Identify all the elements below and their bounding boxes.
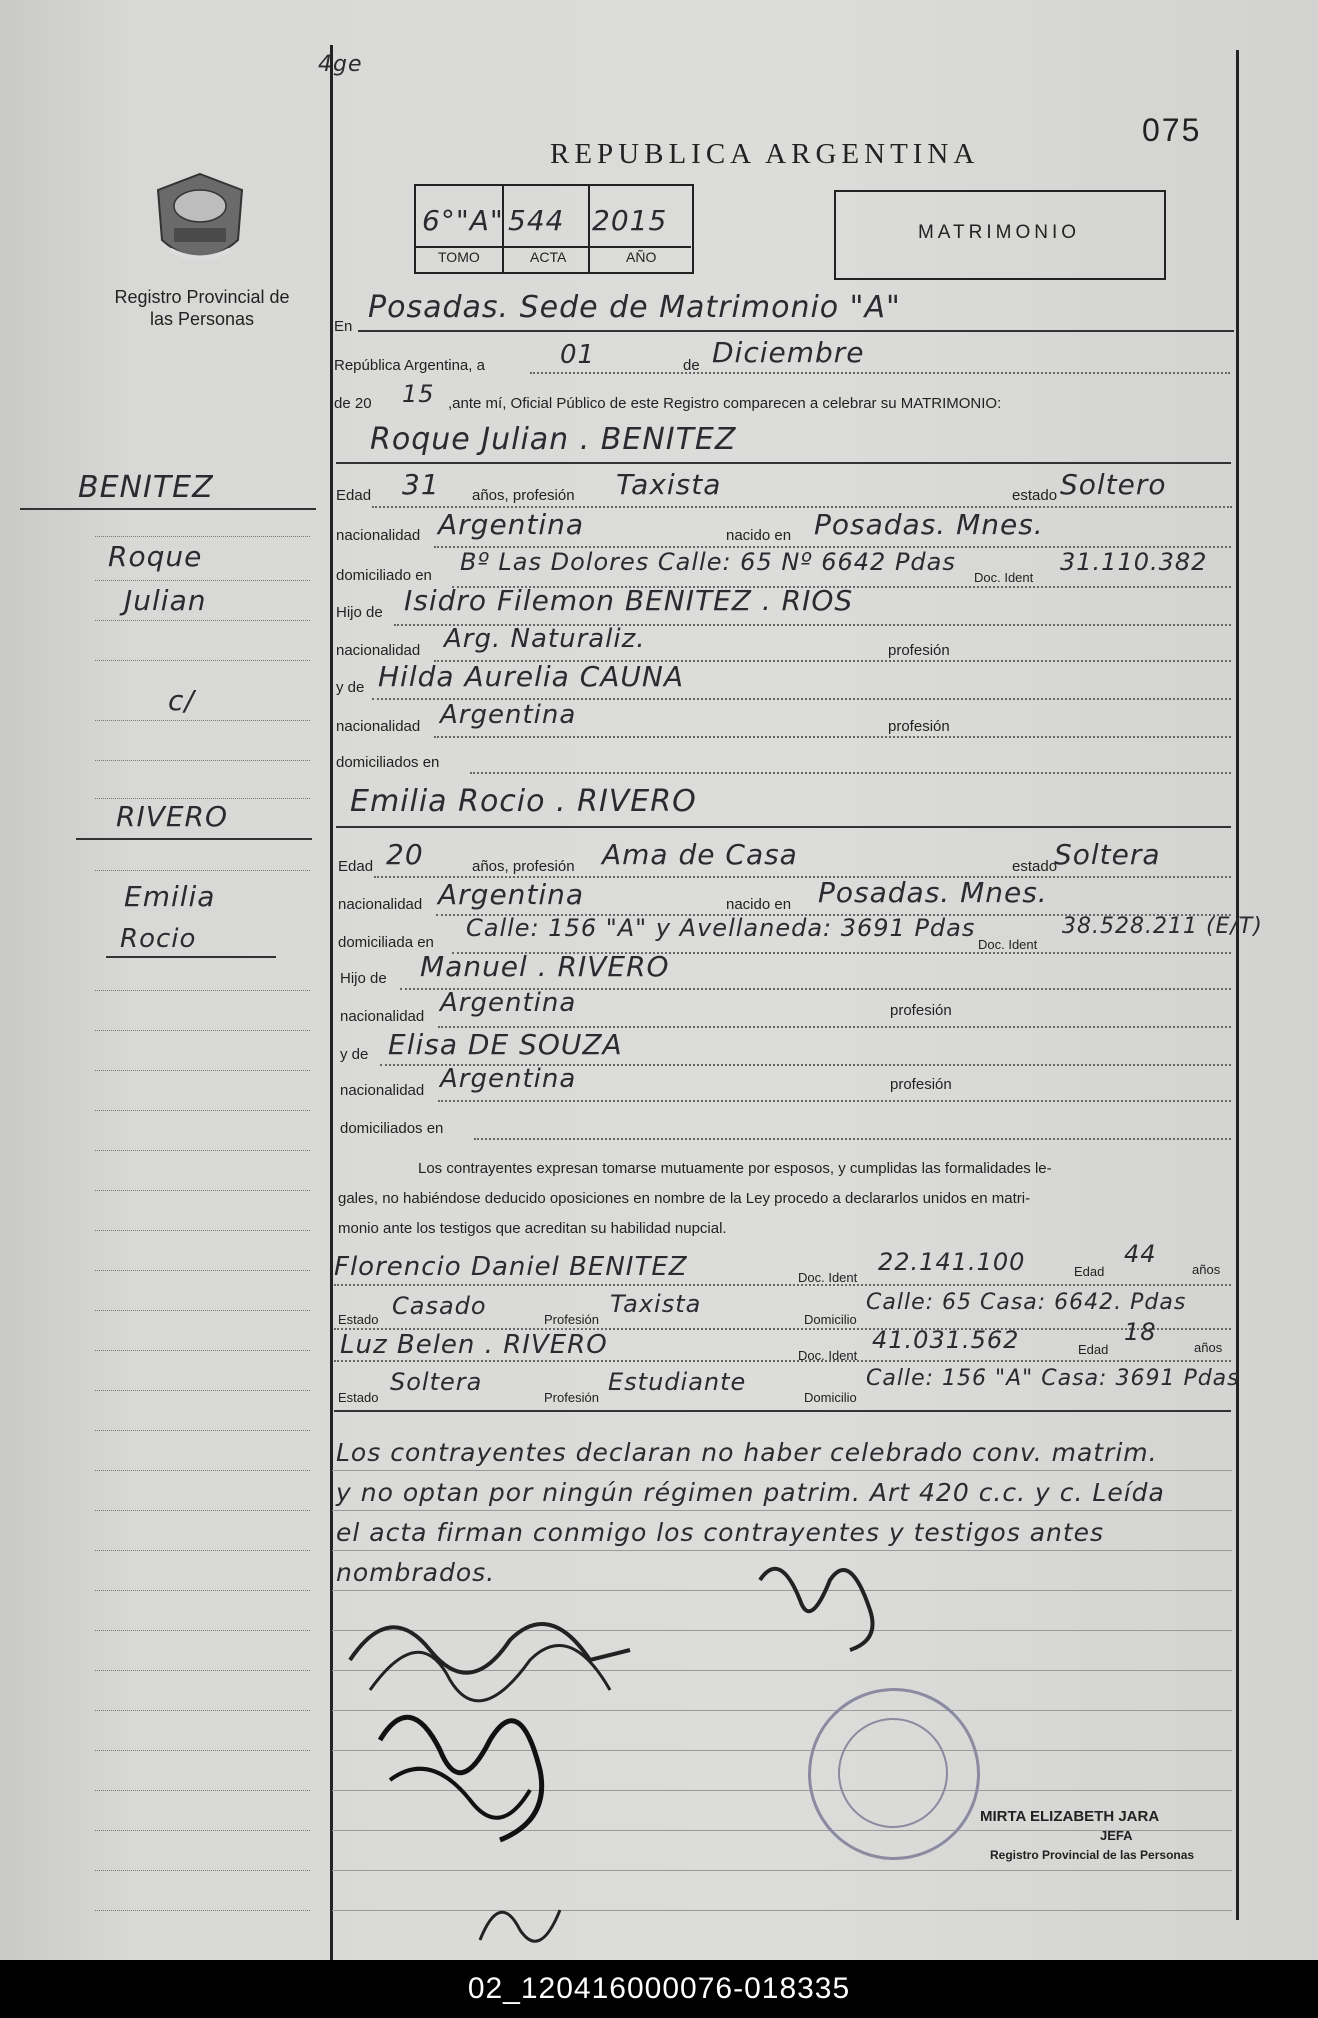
field-rule <box>336 826 1231 828</box>
witness-1-status: Casado <box>392 1292 487 1320</box>
bride-birthplace-label: nacido en <box>726 896 792 913</box>
bride-age: 20 <box>386 838 424 871</box>
groom-father: Isidro Filemon BENITEZ . RIOS <box>404 584 854 617</box>
de-label: de <box>683 357 700 374</box>
margin-rule <box>76 838 312 840</box>
registry-name: Registro Provincial de las Personas <box>114 287 290 329</box>
tomo-value: 6°"A" <box>422 204 504 237</box>
witness-1-address: Calle: 65 Casa: 6642. Pdas <box>866 1290 1187 1315</box>
dotted-rule <box>334 1360 1231 1362</box>
bride-father: Manuel . RIVERO <box>420 950 670 983</box>
acta-value: 544 <box>508 204 565 237</box>
witness-2-age-label: Edad <box>1078 1342 1109 1357</box>
witness-1-status-label: Estado <box>338 1312 379 1327</box>
margin-dots <box>95 1310 310 1311</box>
witness-1-prof-label: Profesión <box>544 1312 599 1327</box>
margin-bride-names-2: Rocio <box>120 924 197 954</box>
margin-dots <box>95 1750 310 1751</box>
margin-dots <box>95 990 310 991</box>
ceremony-place: Posadas. Sede de Matrimonio "A" <box>368 290 901 325</box>
margin-dots <box>95 1190 310 1191</box>
bride-mother-nationality: Argentina <box>440 1064 577 1094</box>
witness-2-status-label: Estado <box>338 1390 379 1405</box>
ano-label: AÑO <box>626 249 657 265</box>
groom-address-label: domiciliado en <box>336 567 432 584</box>
margin-dots <box>95 1510 310 1511</box>
bride-address: Calle: 156 "A" y Avellaneda: 3691 Pdas <box>466 914 976 942</box>
margin-bride-surname: RIVERO <box>116 800 229 833</box>
dotted-rule <box>438 1100 1231 1102</box>
groom-nationality-label: nacionalidad <box>336 527 421 544</box>
groom-birthplace-label: nacido en <box>726 527 792 544</box>
year-prefix: de 20 <box>334 395 372 412</box>
bride-birthplace: Posadas. Mnes. <box>818 876 1048 909</box>
margin-dots <box>95 1550 310 1551</box>
tomo-label: TOMO <box>438 249 480 265</box>
margin-connector: c/ <box>168 684 195 717</box>
page-number: 075 <box>1142 112 1202 148</box>
acta-label: ACTA <box>530 249 567 265</box>
witness-2-address: Calle: 156 "A" Casa: 3691 Pdas <box>866 1366 1240 1391</box>
margin-dots <box>95 1390 310 1391</box>
margin-dots <box>95 870 310 871</box>
margin-dots <box>95 1230 310 1231</box>
groom-doc-number: 31.110.382 <box>1060 548 1208 576</box>
groom-mother-label: y de <box>336 679 365 696</box>
margin-dots <box>95 1150 310 1151</box>
witness-2-name: Luz Belen . RIVERO <box>340 1330 608 1360</box>
witness-2-status: Soltera <box>390 1368 483 1396</box>
note-line-2: y no optan por ningún régimen patrim. Art 420 c.c. y c. Leída <box>336 1478 1165 1507</box>
right-border <box>1236 50 1239 1920</box>
witness-1-age-label: Edad <box>1074 1264 1105 1279</box>
margin-dots <box>95 1910 310 1911</box>
witness-1-age: 44 <box>1124 1240 1157 1268</box>
witness-1-doc: 22.141.100 <box>878 1248 1026 1276</box>
republica-label: República Argentina, a <box>334 357 485 374</box>
bride-full-name: Emilia Rocio . RIVERO <box>350 784 697 819</box>
bride-father-label: Hijo de <box>340 970 387 987</box>
bride-mother-label: y de <box>340 1046 369 1063</box>
field-rule <box>358 330 1234 332</box>
witness-2-age: 18 <box>1124 1318 1157 1346</box>
witness-2-address-label: Domicilio <box>804 1390 857 1405</box>
groom-mother: Hilda Aurelia CAUNA <box>378 660 684 693</box>
record-header-rule <box>416 246 691 248</box>
statement-line-3: monio ante los testigos que acreditan su habilidad nupcial. <box>338 1220 727 1237</box>
groom-status-label: estado <box>1012 487 1058 504</box>
groom-profession: Taxista <box>616 468 722 501</box>
bride-nationality-label: nacionalidad <box>338 896 423 913</box>
groom-profession-label: años, profesión <box>472 487 575 504</box>
groom-mother-nat-label: nacionalidad <box>336 718 421 735</box>
en-label: En <box>334 318 353 335</box>
margin-dots <box>95 760 310 761</box>
margin-dots <box>95 1710 310 1711</box>
margin-groom-names-2: Julian <box>124 584 207 617</box>
bride-doc-number: 38.528.211 (E/T) <box>1062 914 1263 939</box>
groom-doc-label: Doc. Ident <box>974 570 1034 585</box>
bride-mother: Elisa DE SOUZA <box>388 1028 623 1061</box>
bride-profession-label: años, profesión <box>472 858 575 875</box>
margin-groom-surname: BENITEZ <box>78 470 214 505</box>
groom-parents-address-label: domiciliados en <box>336 754 440 771</box>
dotted-rule <box>530 372 1230 374</box>
groom-full-name: Roque Julian . BENITEZ <box>370 422 737 457</box>
note-rule <box>332 1510 1232 1511</box>
country-title: REPUBLICA ARGENTINA <box>550 138 980 170</box>
official-stamp-inner <box>838 1718 948 1828</box>
witness-1-profession: Taxista <box>610 1290 702 1318</box>
corner-mark: 4ge <box>318 52 363 77</box>
dotted-rule <box>474 1138 1231 1140</box>
margin-groom-names-1: Roque <box>108 540 203 573</box>
margin-dots <box>95 1350 310 1351</box>
witness-2-profession: Estudiante <box>608 1368 747 1396</box>
misiones-seal-icon <box>152 170 248 278</box>
dotted-rule <box>334 1284 1231 1286</box>
margin-dots <box>95 660 310 661</box>
appearance-text: ,ante mí, Oficial Público de este Registro comparecen a celebrar su MATRIMONIO: <box>448 395 1002 412</box>
margin-dots <box>95 1590 310 1591</box>
officer-org: Registro Provincial de las Personas <box>990 1848 1195 1862</box>
registry-logo <box>152 170 248 278</box>
bride-nationality: Argentina <box>438 878 585 911</box>
margin-rule <box>20 508 316 510</box>
witness-2-prof-label: Profesión <box>544 1390 599 1405</box>
act-type: MATRIMONIO <box>917 222 1081 243</box>
margin-dots <box>95 720 310 721</box>
bride-age-label: Edad <box>338 858 374 875</box>
field-rule <box>336 462 1231 464</box>
margin-dots <box>95 1670 310 1671</box>
document-id-footer: 02_120416000076-018335 <box>0 1960 1318 2018</box>
officer-title: JEFA <box>1100 1828 1133 1843</box>
witness-1-doc-label: Doc. Ident <box>798 1270 858 1285</box>
note-line-3: el acta firman conmigo los contrayentes y testigos antes <box>336 1518 1105 1547</box>
bride-parents-address-label: domiciliados en <box>340 1120 444 1137</box>
margin-dots <box>95 1870 310 1871</box>
margin-dots <box>95 1790 310 1791</box>
bride-status-label: estado <box>1012 858 1058 875</box>
margin-dots <box>95 1030 310 1031</box>
margin-dots <box>95 580 310 581</box>
witness-1-name: Florencio Daniel BENITEZ <box>334 1252 688 1282</box>
note-line-4: nombrados. <box>336 1558 496 1587</box>
signature-strokes <box>330 1540 1230 1960</box>
groom-address: Bº Las Dolores Calle: 65 Nº 6642 Pdas <box>460 548 956 576</box>
groom-birthplace: Posadas. Mnes. <box>814 508 1044 541</box>
groom-father-nat-label: nacionalidad <box>336 642 421 659</box>
bride-profession: Ama de Casa <box>602 838 798 871</box>
ano-value: 2015 <box>592 204 668 237</box>
bride-doc-label: Doc. Ident <box>978 937 1038 952</box>
groom-mother-prof-label: profesión <box>888 718 950 735</box>
groom-father-prof-label: profesión <box>888 642 950 659</box>
statement-line-1: Los contrayentes expresan tomarse mutuamente por esposos, y cumplidas las formalidades le- <box>418 1160 1052 1177</box>
margin-dots <box>95 1830 310 1831</box>
note-line-1: Los contrayentes declaran no haber celebrado conv. matrim. <box>336 1438 1158 1467</box>
bride-father-prof-label: profesión <box>890 1002 952 1019</box>
margin-dots <box>95 620 310 621</box>
bride-address-label: domiciliada en <box>338 934 434 951</box>
bride-mother-prof-label: profesión <box>890 1076 952 1093</box>
dotted-rule <box>470 772 1231 774</box>
record-divider <box>588 186 590 272</box>
margin-dots <box>95 798 310 799</box>
groom-father-nationality: Arg. Naturaliz. <box>444 624 646 654</box>
dotted-rule <box>434 736 1231 738</box>
groom-nationality: Argentina <box>438 508 585 541</box>
ceremony-year: 15 <box>402 380 435 408</box>
ceremony-month: Diciembre <box>712 336 865 369</box>
groom-age: 31 <box>402 468 440 501</box>
groom-father-label: Hijo de <box>336 604 383 621</box>
officer-name: MIRTA ELIZABETH JARA <box>980 1808 1160 1825</box>
witness-1-anos-label: años <box>1192 1262 1221 1277</box>
groom-mother-nationality: Argentina <box>440 700 577 730</box>
bride-father-nationality: Argentina <box>440 988 577 1018</box>
margin-dots <box>95 1470 310 1471</box>
margin-dots <box>95 1270 310 1271</box>
field-rule <box>334 1410 1231 1412</box>
margin-dots <box>95 536 310 537</box>
statement-line-2: gales, no habiéndose deducido oposiciones en nombre de la Ley procedo a declararlos unidos en matri- <box>338 1190 1031 1207</box>
groom-age-label: Edad <box>336 487 372 504</box>
witness-2-anos-label: años <box>1194 1340 1223 1355</box>
margin-dots <box>95 1430 310 1431</box>
bride-father-nat-label: nacionalidad <box>340 1008 425 1025</box>
witness-1-address-label: Domicilio <box>804 1312 857 1327</box>
ceremony-day: 01 <box>560 340 596 370</box>
witness-2-doc-label: Doc. Ident <box>798 1348 858 1363</box>
margin-dots <box>95 1070 310 1071</box>
bride-civil-status: Soltera <box>1054 838 1161 871</box>
margin-rule <box>106 956 276 958</box>
margin-dots <box>95 1630 310 1631</box>
margin-dots <box>95 1110 310 1111</box>
groom-civil-status: Soltero <box>1060 468 1167 501</box>
witness-2-doc: 41.031.562 <box>872 1326 1020 1354</box>
margin-bride-names-1: Emilia <box>124 880 216 913</box>
note-rule <box>332 1470 1232 1471</box>
bride-mother-nat-label: nacionalidad <box>340 1082 425 1099</box>
